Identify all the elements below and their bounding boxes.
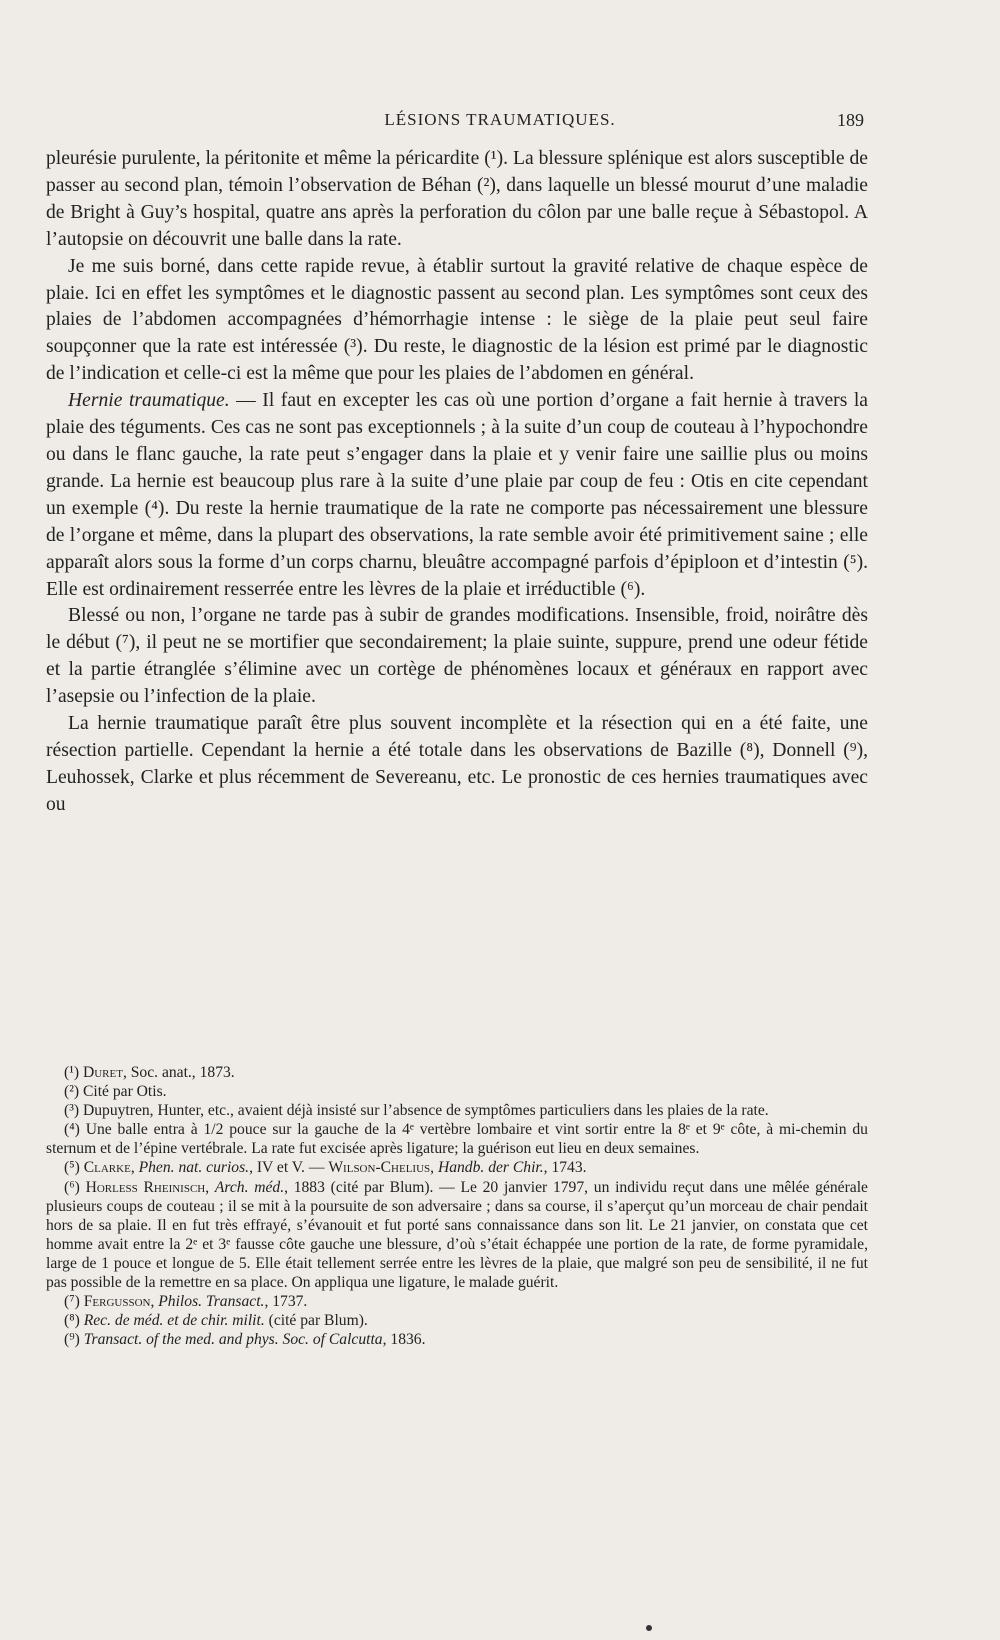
footnote-text: Phen. nat. curios. xyxy=(138,1159,250,1177)
paragraph: La hernie traumatique paraît être plus souvent incomplète et la résection qui en a été faite, une résection partielle. Cependant la hernie a été totale dans les observations de Bazille (⁸), Donnell (⁹), Leuhossek, Clarke et plus récemment de Severeanu, etc. Le pronostic de ces hernies traumatiques avec ou xyxy=(46,713,868,815)
footnote-text: Handb. der Chir. xyxy=(437,1159,544,1177)
footnote-text: Cité par Otis. xyxy=(82,1083,167,1101)
footnote-marker: (¹) xyxy=(64,1064,80,1081)
footnote xyxy=(46,1101,868,1120)
footnote-marker: (⁹) xyxy=(64,1331,80,1349)
footnote-text: , xyxy=(130,1159,139,1177)
footnote-marker: (⁷) xyxy=(64,1293,80,1311)
footnote-text: , 1836. xyxy=(382,1331,426,1349)
footnotes xyxy=(46,1063,868,1349)
footnote-text: Clarke xyxy=(83,1159,131,1177)
footnote xyxy=(46,1158,868,1177)
footnote-text: , 1883 (cité par Blum). — Le 20 janvier 1797, un individu reçut dans une mêlée générale plusieurs coups de couteau ; il se mit à la poursuite de son adversaire ; dans sa course, il s’aperçut qu’un morceau de chair pendait hors de sa plaie. Il en fut très effrayé, s’évanouit et fut porté sans connaissance dans son lit. Le 21 janvier, on constata que cet homme avait entre la 2ᵉ et 3ᵉ fausse côte gauche une blessure, d’où s’était échappée une portion de la rate, de forme pyramidale, large de 1 pouce et longue de 5. Elle était tellement serrée entre les lèvres de la plaie, que malgré son peu de sensibilité, il ne fut pas possible de la remettre en sa place. On appliqua une ligature, le malade guérit. xyxy=(46,1178,868,1292)
footnote-marker: (²) xyxy=(64,1083,80,1101)
printer-dot xyxy=(646,1625,652,1631)
page-header xyxy=(0,110,1000,138)
footnote-text: Fergusson xyxy=(83,1293,151,1311)
footnote xyxy=(46,1063,868,1082)
footnote xyxy=(46,1311,868,1330)
paragraph: Blessé ou non, l’organe ne tarde pas à subir de grandes modifications. Insensible, froid, noirâtre dès le début (⁷), il peut ne se mortifier que secondairement; la plaie suinte, suppure, prend une odeur fétide et la partie étranglée s’élimine avec un cortège de phénomènes locaux et généraux en rapport avec l’asepsie ou l’infection de la plaie. xyxy=(46,605,868,708)
footnote-text: , 1737. xyxy=(264,1293,308,1311)
footnote-marker: (⁵) xyxy=(64,1159,80,1177)
paragraph: Je me suis borné, dans cette rapide revue, à établir surtout la gravité relative de chaque espèce de plaie. Ici en effet les symptômes et le diagnostic passent au second plan. Les symptômes sont ceux des plaies de l’abdomen accompagnées d’hémorrhagie intense : le siège de la plaie peut seul faire soupçonner que la rate est intéressée (³). Du reste, le diagnostic de la lésion est primé par le diagnostic de l’indication et celle-ci est la même que pour les plaies de l’abdomen en général. xyxy=(46,255,868,385)
footnote-text: , xyxy=(205,1178,215,1196)
footnote xyxy=(46,1120,868,1158)
footnote xyxy=(46,1178,868,1293)
footnote-text: Philos. Transact. xyxy=(158,1293,265,1311)
paragraph-text: — Il faut en excepter les cas où une portion d’organe a fait hernie à travers la plaie des téguments. Ces cas ne sont pas exceptionnels ; à la suite d’un coup de couteau à l’hypochondre ou dans le flanc gauche, la rate peut s’engager dans la plaie et y venir faire une saillie plus ou moins grande. La hernie est beaucoup plus rare à la suite d’une plaie par coup de feu : Otis en cite cependant un exemple (⁴). Du reste la hernie traumatique de la rate ne comporte pas nécessairement une blessure de l’organe et même, dans la plupart des observations, la rate semble avoir été primitivement saine ; elle apparaît alors sous la forme d’un corps charnu, bleuâtre accompagné parfois d’épiploon et d’intestin (⁵). Elle est ordinairement resserrée entre les lèvres de la plaie et irréductible (⁶). xyxy=(46,390,869,600)
footnote-marker: (⁸) xyxy=(64,1312,80,1330)
footnote xyxy=(46,1082,868,1101)
footnote-text: Wilson-Chelius xyxy=(328,1159,431,1177)
footnote-marker: (⁶) xyxy=(64,1178,80,1196)
page-number: 189 xyxy=(837,110,864,130)
paragraph: pleurésie purulente, la péritonite et même la péricardite (¹). La blessure splénique est alors susceptible de passer au second plan, témoin l’observation de Béhan (²), dans laquelle un blessé mourut d’une maladie de Bright à Guy’s hospital, quatre ans après la perforation du côlon par une balle reçue à Sébastopol. A l’autopsie on découvrit une balle dans la rate. xyxy=(46,148,868,250)
footnote-text: Horless Rheinisch xyxy=(85,1178,206,1196)
footnote-marker: (⁴) xyxy=(64,1121,80,1139)
footnote-text: , Soc. anat., 1873. xyxy=(122,1064,235,1081)
footnote-text: , xyxy=(430,1159,438,1177)
footnote xyxy=(46,1292,868,1311)
body-text xyxy=(46,146,868,819)
footnote-text: Transact. of the med. and phys. Soc. of Calcutta xyxy=(83,1331,383,1349)
footnote-text: (cité par Blum). xyxy=(264,1312,368,1330)
footnote-text: Arch. méd. xyxy=(214,1178,285,1196)
footnote-text: Rec. de méd. et de chir. milit. xyxy=(83,1312,265,1330)
footnote-text: Dupuytren, Hunter, etc., avaient déjà insisté sur l’absence de symptômes particuliers dans les plaies de la rate. xyxy=(82,1102,769,1120)
footnote-text: Duret xyxy=(82,1064,123,1081)
footnote-text: , xyxy=(150,1293,159,1311)
footnote-text: , IV et V. — xyxy=(249,1159,329,1177)
footnote-text: , 1743. xyxy=(543,1159,587,1177)
paragraph xyxy=(46,388,868,603)
footnote-marker: (³) xyxy=(64,1102,80,1120)
section-heading: Hernie traumatique. xyxy=(68,390,230,412)
footnote xyxy=(46,1330,868,1349)
running-title: LÉSIONS TRAUMATIQUES. xyxy=(384,110,616,129)
footnote-text: Une balle entra à 1/2 pouce sur la gauche de la 4ᵉ vertèbre lombaire et vint sortir entre la 8ᵉ et 9ᵉ côte, à mi-chemin du sternum et de l’épine vertébrale. La rate fut excisée après ligature; la guérison eut lieu en deux semaines. xyxy=(46,1121,868,1158)
